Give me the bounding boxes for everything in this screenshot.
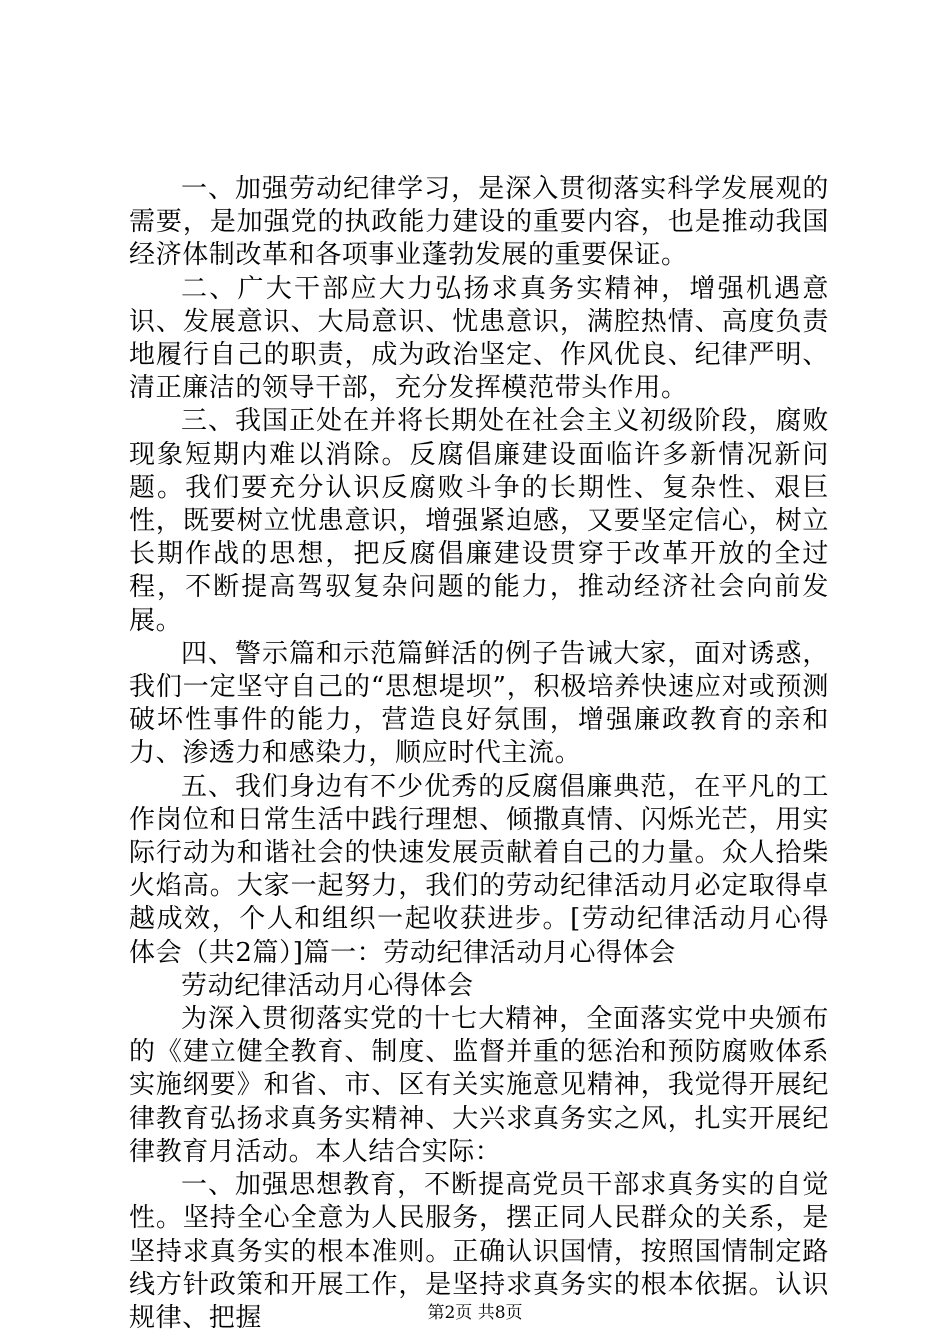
paragraph-5: 五、我们身边有不少优秀的反腐倡廉典范，在平凡的工作岗位和日常生活中践行理想、倾撒真情、闪烁光芒，用实际行动为和谐社会的快速发展贡献着自己的力量。众人拾柴火焰高。大家一起努力，我们的劳动纪律活动月必定取得卓越成效，个人和组织一起收获进步。[劳动纪律活动月心得体会（共2篇）]篇一：劳动纪律活动月心得体会	[129, 771, 829, 968]
paragraph-2: 二、广大干部应大力弘扬求真务实精神，增强机遇意识、发展意识、大局意识、忧患意识，满腔热情、高度负责地履行自己的职责，成为政治坚定、作风优良、纪律严明、清正廉洁的领导干部，充分发挥模范带头作用。	[129, 273, 829, 404]
page-number-footer: 第2页 共8页	[427, 1303, 523, 1323]
paragraph-7: 为深入贯彻落实党的十七大精神，全面落实党中央颁布的《建立健全教育、制度、监督并重的惩治和预防腐败体系实施纲要》和省、市、区有关实施意见精神，我觉得开展纪律教育弘扬求真务实精神、大兴求真务实之风，扎实开展纪律教育月活动。本人结合实际：	[129, 1004, 829, 1167]
paragraph-1: 一、加强劳动纪律学习，是深入贯彻落实科学发展观的需要，是加强党的执政能力建设的重要内容，也是推动我国经济体制改革和各项事业蓬勃发展的重要保证。	[129, 174, 829, 271]
paragraph-3: 三、我国正处在并将长期处在社会主义初级阶段，腐败现象短期内难以消除。反腐倡廉建设面临许多新情况新问题。我们要充分认识反腐败斗争的长期性、复杂性、艰巨性，既要树立忧患意识，增强紧迫感，又要坚定信心，树立长期作战的思想，把反腐倡廉建设贯穿于改革开放的全过程，不断提高驾驭复杂问题的能力，推动经济社会向前发展。	[129, 406, 829, 636]
section-heading: 劳动纪律活动月心得体会	[181, 970, 474, 1001]
paragraph-4: 四、警示篇和示范篇鲜活的例子告诫大家，面对诱惑，我们一定坚守自己的“思想堤坝”，积极培养快速应对或预测破坏性事件的能力，营造良好氛围，增强廉政教育的亲和力、渗透力和感染力，顺应时代主流。	[129, 638, 829, 769]
paragraph-8: 一、加强思想教育，不断提高党员干部求真务实的自觉性。坚持全心全意为人民服务，摆正同人民群众的关系，是坚持求真务实的根本准则。正确认识国情，按照国情制定路线方针政策和开展工作，是坚持求真务实的根本依据。认识规律、把握	[129, 1170, 829, 1333]
document-body	[129, 173, 829, 1335]
